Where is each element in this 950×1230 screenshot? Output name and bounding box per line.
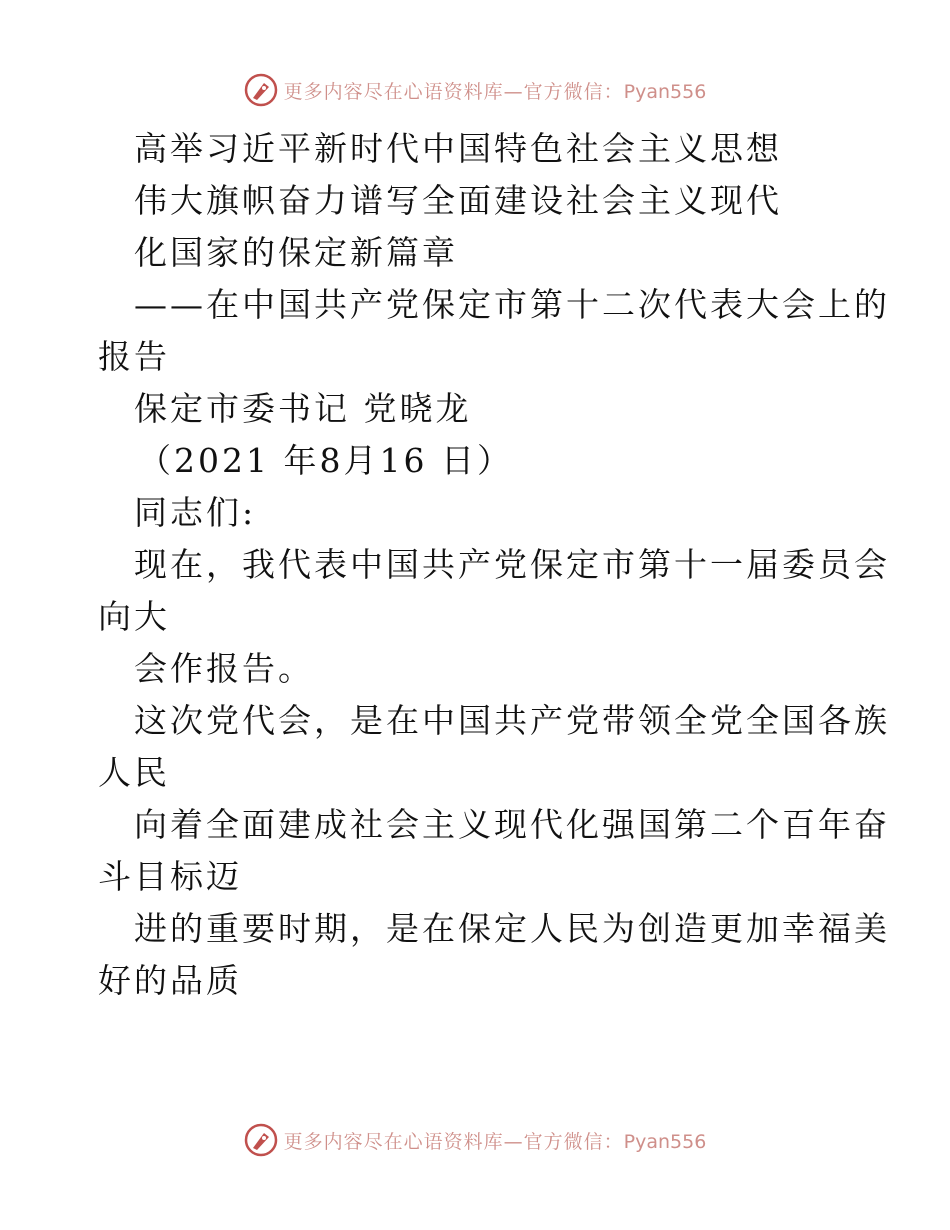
- title-line-3: 化国家的保定新篇章: [134, 233, 458, 272]
- title-line-1: 高举习近平新时代中国特色社会主义思想: [134, 129, 782, 168]
- paragraph-3-line-1: 这次党代会，是在中国共产党带领全党全国各族: [134, 701, 890, 740]
- paragraph-1-line-1: 现在，我代表中国共产党保定市第十一届委员会: [134, 545, 890, 584]
- paragraph-5-line-2: 好的品质: [98, 961, 242, 1000]
- watermark-banner-bottom: [0, 1120, 950, 1160]
- salutation: 同志们:: [134, 493, 257, 532]
- paragraph-4-line-1: 向着全面建成社会主义现代化强国第二个百年奋: [134, 805, 890, 844]
- document-body: [98, 123, 890, 1007]
- date-line: （2021 年8月16 日）: [138, 441, 513, 480]
- subtitle-line-2: 报告: [98, 337, 170, 376]
- paragraph-1-line-2: 向大: [98, 597, 170, 636]
- paragraph-3-line-2: 人民: [98, 753, 170, 792]
- watermark-banner-top: [0, 70, 950, 110]
- title-line-2: 伟大旗帜奋力谱写全面建设社会主义现代: [134, 181, 782, 220]
- pen-nib-icon: [244, 1123, 278, 1157]
- watermark-text: 更多内容尽在心语资料库—官方微信：Pyan556: [283, 1130, 707, 1153]
- author-line: 保定市委书记 党晓龙: [134, 389, 472, 428]
- paragraph-5-line-1: 进的重要时期，是在保定人民为创造更加幸福美: [134, 909, 890, 948]
- paragraph-4-line-2: 斗目标迈: [98, 857, 242, 896]
- paragraph-2-line-1: 会作报告。: [134, 649, 314, 688]
- subtitle-line-1: ——在中国共产党保定市第十二次代表大会上的: [134, 285, 890, 324]
- watermark-text: 更多内容尽在心语资料库—官方微信：Pyan556: [283, 80, 707, 103]
- pen-nib-icon: [244, 73, 278, 107]
